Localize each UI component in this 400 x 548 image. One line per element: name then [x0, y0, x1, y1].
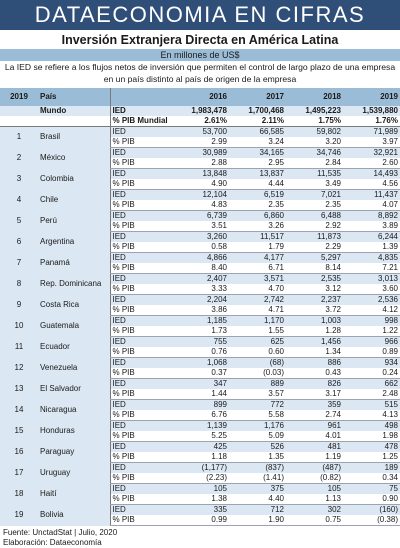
table-row — [0, 421, 400, 432]
ied-value-cell: 189 — [343, 463, 400, 474]
world-ied-value: 1,539,880 — [343, 106, 400, 116]
header-year: 2019 — [343, 88, 400, 106]
pib-value-cell: 0.34 — [343, 473, 400, 484]
ied-indicator-label: IED — [110, 400, 172, 411]
pib-indicator-label: % PIB — [110, 452, 172, 463]
table-row — [0, 379, 400, 390]
pib-value-cell: 1.28 — [286, 326, 343, 337]
pib-value-cell: 6.71 — [229, 263, 286, 274]
ied-value-cell: (160) — [343, 505, 400, 516]
ied-value-cell: 755 — [172, 337, 229, 348]
ied-value-cell: 899 — [172, 400, 229, 411]
pib-value-cell: 1.39 — [343, 242, 400, 253]
ied-value-cell: 347 — [172, 379, 229, 390]
country-rank: 14 — [0, 400, 38, 421]
ied-value-cell: 1,185 — [172, 316, 229, 327]
country-name: El Salvador — [38, 379, 110, 400]
ied-value-cell: 11,437 — [343, 190, 400, 201]
ied-value-cell: 32,921 — [343, 148, 400, 159]
pib-value-cell: 3.26 — [229, 221, 286, 232]
ied-indicator-label: IED — [110, 190, 172, 201]
ied-value-cell: 5,297 — [286, 253, 343, 264]
pib-value-cell: 0.43 — [286, 368, 343, 379]
country-name: Perú — [38, 211, 110, 232]
country-rank: 5 — [0, 211, 38, 232]
header-year: 2018 — [286, 88, 343, 106]
pib-value-cell: 3.86 — [172, 305, 229, 316]
country-name: Colombia — [38, 169, 110, 190]
table-row — [0, 274, 400, 285]
ied-value-cell: 302 — [286, 505, 343, 516]
table-row — [0, 337, 400, 348]
country-name: Honduras — [38, 421, 110, 442]
pib-value-cell: 1.22 — [343, 326, 400, 337]
ied-value-cell: 772 — [229, 400, 286, 411]
ied-value-cell: 966 — [343, 337, 400, 348]
country-rank: 6 — [0, 232, 38, 253]
ied-value-cell: 1,068 — [172, 358, 229, 369]
ied-value-cell: 1,176 — [229, 421, 286, 432]
ied-value-cell: 3,260 — [172, 232, 229, 243]
ied-value-cell: 712 — [229, 505, 286, 516]
country-name: Costa Rica — [38, 295, 110, 316]
pib-value-cell: 1.13 — [286, 494, 343, 505]
pib-value-cell: 3.97 — [343, 137, 400, 148]
ied-value-cell: 11,873 — [286, 232, 343, 243]
ied-value-cell: 2,204 — [172, 295, 229, 306]
ied-indicator-label: IED — [110, 484, 172, 495]
table-row — [0, 127, 400, 138]
table-row — [0, 358, 400, 369]
world-pib-row — [0, 116, 400, 127]
ied-value-cell: 2,237 — [286, 295, 343, 306]
pib-value-cell: 1.25 — [343, 452, 400, 463]
pib-value-cell: 5.09 — [229, 431, 286, 442]
country-rank: 2 — [0, 148, 38, 169]
pib-value-cell: 2.88 — [172, 158, 229, 169]
pib-value-cell: (0.38) — [343, 515, 400, 526]
pib-value-cell: 0.75 — [286, 515, 343, 526]
pib-value-cell: 4.01 — [286, 431, 343, 442]
pib-indicator-label: % PIB — [110, 263, 172, 274]
description-text: La IED se refiere a los flujos netos de inversión que permiten el control de largo plazo de una empresa en un país distinto al país de origen de la empresa — [4, 62, 396, 84]
country-name: Panamá — [38, 253, 110, 274]
ied-indicator-label: IED — [110, 379, 172, 390]
fdi-table-body — [0, 88, 400, 526]
pib-indicator-label: % PIB — [110, 515, 172, 526]
table-row — [0, 400, 400, 411]
ied-indicator-label: IED — [110, 211, 172, 222]
ied-value-cell: 13,848 — [172, 169, 229, 180]
ied-value-cell: 53,700 — [172, 127, 229, 138]
page-title: Inversión Extranjera Directa en América Latina — [61, 33, 339, 47]
pib-value-cell: 0.37 — [172, 368, 229, 379]
pib-value-cell: 7.21 — [343, 263, 400, 274]
country-rank: 18 — [0, 484, 38, 505]
ied-indicator-label: IED — [110, 253, 172, 264]
source-note: Fuente: UnctadStat | Julio, 2020 — [3, 528, 118, 537]
country-rank: 7 — [0, 253, 38, 274]
pib-value-cell: 0.24 — [343, 368, 400, 379]
pib-value-cell: 1.79 — [229, 242, 286, 253]
country-rank: 1 — [0, 127, 38, 148]
table-row — [0, 211, 400, 222]
header-indicator — [110, 88, 172, 106]
world-pib-value: 1.76% — [343, 116, 400, 127]
pib-value-cell: 1.73 — [172, 326, 229, 337]
pib-indicator-label: % PIB — [110, 179, 172, 190]
pib-indicator-label: % PIB — [110, 305, 172, 316]
pib-value-cell: 4.40 — [229, 494, 286, 505]
ied-value-cell: 934 — [343, 358, 400, 369]
world-ied-label: IED — [110, 106, 172, 116]
pib-value-cell: 4.13 — [343, 410, 400, 421]
header-year: 2017 — [229, 88, 286, 106]
ied-value-cell: 14,493 — [343, 169, 400, 180]
table-row — [0, 484, 400, 495]
country-name: Ecuador — [38, 337, 110, 358]
ied-value-cell: 889 — [229, 379, 286, 390]
ied-indicator-label: IED — [110, 127, 172, 138]
pib-indicator-label: % PIB — [110, 158, 172, 169]
ied-value-cell: (68) — [229, 358, 286, 369]
ied-indicator-label: IED — [110, 316, 172, 327]
pib-indicator-label: % PIB — [110, 242, 172, 253]
pib-value-cell: 1.34 — [286, 347, 343, 358]
ied-value-cell: 359 — [286, 400, 343, 411]
pib-indicator-label: % PIB — [110, 473, 172, 484]
ied-value-cell: 6,244 — [343, 232, 400, 243]
pib-value-cell: 4.12 — [343, 305, 400, 316]
pib-value-cell: 3.12 — [286, 284, 343, 295]
ied-value-cell: 13,837 — [229, 169, 286, 180]
ied-value-cell: 3,013 — [343, 274, 400, 285]
pib-value-cell: 2.74 — [286, 410, 343, 421]
pib-indicator-label: % PIB — [110, 200, 172, 211]
table-row — [0, 148, 400, 159]
pib-value-cell: 5.25 — [172, 431, 229, 442]
country-rank: 10 — [0, 316, 38, 337]
pib-value-cell: 4.90 — [172, 179, 229, 190]
country-name: Uruguay — [38, 463, 110, 484]
pib-value-cell: 2.48 — [343, 389, 400, 400]
pib-value-cell: (0.03) — [229, 368, 286, 379]
ied-value-cell: 998 — [343, 316, 400, 327]
pib-value-cell: 3.24 — [229, 137, 286, 148]
pib-value-cell: (0.82) — [286, 473, 343, 484]
world-ied-value: 1,983,478 — [172, 106, 229, 116]
ied-value-cell: 826 — [286, 379, 343, 390]
pib-value-cell: 4.71 — [229, 305, 286, 316]
ied-value-cell: 335 — [172, 505, 229, 516]
pib-indicator-label: % PIB — [110, 494, 172, 505]
ied-value-cell: 961 — [286, 421, 343, 432]
country-name: Chile — [38, 190, 110, 211]
ied-value-cell: 4,866 — [172, 253, 229, 264]
pib-value-cell: 2.95 — [229, 158, 286, 169]
table-row — [0, 253, 400, 264]
ied-indicator-label: IED — [110, 463, 172, 474]
pib-value-cell: 0.89 — [343, 347, 400, 358]
banner-title: DATAECONOMIA EN CIFRAS — [0, 0, 400, 30]
ied-value-cell: 1,003 — [286, 316, 343, 327]
pib-value-cell: 1.19 — [286, 452, 343, 463]
ied-indicator-label: IED — [110, 337, 172, 348]
ied-value-cell: 75 — [343, 484, 400, 495]
pib-value-cell: 2.99 — [172, 137, 229, 148]
country-name: Guatemala — [38, 316, 110, 337]
pib-value-cell: 2.35 — [229, 200, 286, 211]
world-pib-value: 2.11% — [229, 116, 286, 127]
ied-value-cell: 6,488 — [286, 211, 343, 222]
country-name: Argentina — [38, 232, 110, 253]
world-name: Mundo — [38, 106, 110, 116]
ied-value-cell: 1,456 — [286, 337, 343, 348]
pib-indicator-label: % PIB — [110, 431, 172, 442]
ied-value-cell: 105 — [172, 484, 229, 495]
ied-value-cell: 4,177 — [229, 253, 286, 264]
pib-value-cell: 3.51 — [172, 221, 229, 232]
pib-value-cell: 3.89 — [343, 221, 400, 232]
ied-value-cell: (487) — [286, 463, 343, 474]
ied-indicator-label: IED — [110, 148, 172, 159]
pib-indicator-label: % PIB — [110, 410, 172, 421]
table-row — [0, 316, 400, 327]
header-country: País — [38, 88, 110, 106]
ied-indicator-label: IED — [110, 358, 172, 369]
ied-value-cell: 662 — [343, 379, 400, 390]
table-row — [0, 190, 400, 201]
pib-value-cell: 4.83 — [172, 200, 229, 211]
country-rank: 11 — [0, 337, 38, 358]
header-rank: 2019 — [0, 88, 38, 106]
ied-value-cell: 4,835 — [343, 253, 400, 264]
ied-value-cell: 6,519 — [229, 190, 286, 201]
pib-indicator-label: % PIB — [110, 326, 172, 337]
elaboration-note: Elaboración: Dataeconomía — [3, 538, 102, 547]
pib-value-cell: 0.58 — [172, 242, 229, 253]
pib-indicator-label: % PIB — [110, 284, 172, 295]
ied-value-cell: 30,989 — [172, 148, 229, 159]
world-rank — [0, 106, 38, 116]
ied-indicator-label: IED — [110, 442, 172, 453]
world-name-spacer — [38, 116, 110, 127]
pib-value-cell: 1.18 — [172, 452, 229, 463]
ied-value-cell: 526 — [229, 442, 286, 453]
table-row — [0, 169, 400, 180]
ied-value-cell: 2,407 — [172, 274, 229, 285]
country-rank: 3 — [0, 169, 38, 190]
ied-indicator-label: IED — [110, 421, 172, 432]
ied-value-cell: (837) — [229, 463, 286, 474]
ied-value-cell: 71,989 — [343, 127, 400, 138]
table-row — [0, 505, 400, 516]
pib-value-cell: 4.44 — [229, 179, 286, 190]
ied-indicator-label: IED — [110, 232, 172, 243]
pib-value-cell: 4.70 — [229, 284, 286, 295]
world-ied-value: 1,700,468 — [229, 106, 286, 116]
pib-value-cell: 0.90 — [343, 494, 400, 505]
pib-value-cell: 3.17 — [286, 389, 343, 400]
ied-value-cell: 34,165 — [229, 148, 286, 159]
pib-value-cell: 4.56 — [343, 179, 400, 190]
pib-value-cell: 8.14 — [286, 263, 343, 274]
pib-value-cell: 1.98 — [343, 431, 400, 442]
ied-indicator-label: IED — [110, 505, 172, 516]
pib-value-cell: (2.23) — [172, 473, 229, 484]
pib-indicator-label: % PIB — [110, 137, 172, 148]
table-row — [0, 295, 400, 306]
country-name: México — [38, 148, 110, 169]
pib-value-cell: 3.49 — [286, 179, 343, 190]
country-name: Brasil — [38, 127, 110, 148]
country-rank: 17 — [0, 463, 38, 484]
ied-value-cell: 1,139 — [172, 421, 229, 432]
world-ied-value: 1,495,223 — [286, 106, 343, 116]
pib-value-cell: 2.92 — [286, 221, 343, 232]
table-row — [0, 463, 400, 474]
country-name: Nicaragua — [38, 400, 110, 421]
pib-value-cell: 0.60 — [229, 347, 286, 358]
pib-value-cell: 1.55 — [229, 326, 286, 337]
pib-value-cell: 1.38 — [172, 494, 229, 505]
ied-value-cell: 6,739 — [172, 211, 229, 222]
pib-value-cell: 1.35 — [229, 452, 286, 463]
country-rank: 16 — [0, 442, 38, 463]
ied-value-cell: 34,746 — [286, 148, 343, 159]
world-pib-value: 2.61% — [172, 116, 229, 127]
ied-indicator-label: IED — [110, 295, 172, 306]
ied-value-cell: 2,536 — [343, 295, 400, 306]
ied-value-cell: 66,585 — [229, 127, 286, 138]
pib-value-cell: 3.72 — [286, 305, 343, 316]
pib-value-cell: 3.33 — [172, 284, 229, 295]
unit-caption: En millones de US$ — [0, 49, 400, 61]
pib-value-cell: 2.84 — [286, 158, 343, 169]
ied-value-cell: 11,517 — [229, 232, 286, 243]
world-pib-value: 1.75% — [286, 116, 343, 127]
fdi-table — [0, 88, 400, 526]
ied-value-cell: 481 — [286, 442, 343, 453]
ied-value-cell: 12,104 — [172, 190, 229, 201]
pib-value-cell: 2.29 — [286, 242, 343, 253]
ied-value-cell: 6,860 — [229, 211, 286, 222]
pib-value-cell: 6.76 — [172, 410, 229, 421]
ied-value-cell: 105 — [286, 484, 343, 495]
pib-indicator-label: % PIB — [110, 221, 172, 232]
table-row — [0, 232, 400, 243]
ied-value-cell: (1,177) — [172, 463, 229, 474]
ied-value-cell: 886 — [286, 358, 343, 369]
ied-value-cell: 2,742 — [229, 295, 286, 306]
ied-value-cell: 425 — [172, 442, 229, 453]
ied-indicator-label: IED — [110, 274, 172, 285]
pib-value-cell: (1.41) — [229, 473, 286, 484]
country-name: Haití — [38, 484, 110, 505]
pib-value-cell: 1.90 — [229, 515, 286, 526]
ied-value-cell: 7,021 — [286, 190, 343, 201]
ied-value-cell: 515 — [343, 400, 400, 411]
country-rank: 9 — [0, 295, 38, 316]
ied-value-cell: 59,802 — [286, 127, 343, 138]
world-pib-label: % PIB Mundial — [110, 116, 172, 127]
country-rank: 12 — [0, 358, 38, 379]
country-name: Rep. Dominicana — [38, 274, 110, 295]
pib-value-cell: 4.07 — [343, 200, 400, 211]
country-rank: 4 — [0, 190, 38, 211]
country-rank: 8 — [0, 274, 38, 295]
pib-value-cell: 2.35 — [286, 200, 343, 211]
pib-value-cell: 3.57 — [229, 389, 286, 400]
pib-value-cell: 3.60 — [343, 284, 400, 295]
ied-value-cell: 1,170 — [229, 316, 286, 327]
pib-value-cell: 3.20 — [286, 137, 343, 148]
world-rank — [0, 116, 38, 127]
pib-value-cell: 8.40 — [172, 263, 229, 274]
ied-value-cell: 625 — [229, 337, 286, 348]
pib-value-cell: 0.76 — [172, 347, 229, 358]
ied-value-cell: 8,892 — [343, 211, 400, 222]
pib-value-cell: 5.58 — [229, 410, 286, 421]
country-rank: 13 — [0, 379, 38, 400]
table-row — [0, 442, 400, 453]
ied-value-cell: 3,571 — [229, 274, 286, 285]
pib-value-cell: 2.60 — [343, 158, 400, 169]
world-ied-row — [0, 106, 400, 116]
pib-value-cell: 0.99 — [172, 515, 229, 526]
ied-indicator-label: IED — [110, 169, 172, 180]
pib-indicator-label: % PIB — [110, 389, 172, 400]
ied-value-cell: 2,535 — [286, 274, 343, 285]
country-name: Bolivia — [38, 505, 110, 526]
pib-indicator-label: % PIB — [110, 368, 172, 379]
ied-value-cell: 478 — [343, 442, 400, 453]
ied-value-cell: 11,535 — [286, 169, 343, 180]
table-header-row — [0, 88, 400, 106]
header-year: 2016 — [172, 88, 229, 106]
country-name: Venezuela — [38, 358, 110, 379]
country-rank: 15 — [0, 421, 38, 442]
ied-value-cell: 375 — [229, 484, 286, 495]
ied-value-cell: 498 — [343, 421, 400, 432]
pib-indicator-label: % PIB — [110, 347, 172, 358]
country-name: Paraguay — [38, 442, 110, 463]
pib-value-cell: 1.44 — [172, 389, 229, 400]
country-rank: 19 — [0, 505, 38, 526]
